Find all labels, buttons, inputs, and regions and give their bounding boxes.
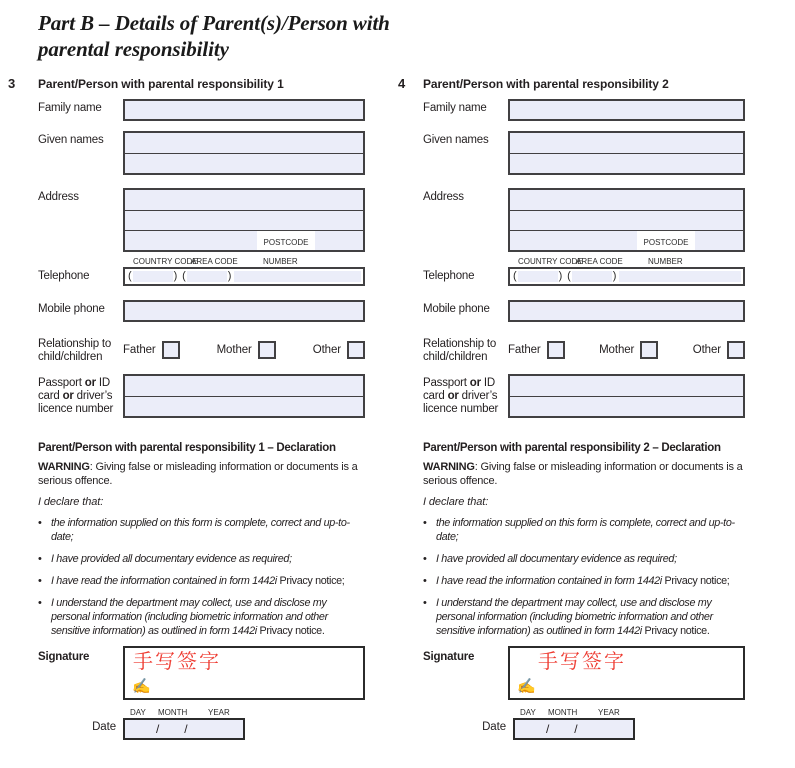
part-b-title: Part B – Details of Parent(s)/Person with parental responsibility — [38, 11, 390, 61]
paren-close: ) — [173, 270, 178, 282]
telephone-label: Telephone — [423, 270, 475, 282]
day-label: DAY — [520, 708, 536, 717]
passport-line-1[interactable] — [510, 376, 743, 396]
mother-option — [217, 341, 276, 359]
given-names-line-1[interactable] — [510, 133, 743, 153]
bullet-icon: • — [423, 517, 427, 529]
declaration-bullet: • I have read the information contained in form 1442i Privacy notice; — [38, 575, 345, 587]
signature-overlay-text: 手写签字 — [538, 649, 626, 673]
date-separator: / — [574, 722, 578, 736]
passport-input[interactable] — [508, 374, 745, 418]
section-number: 3 — [8, 76, 16, 91]
family-name-label: Family name — [38, 102, 102, 114]
other-label: Other — [692, 344, 721, 356]
declaration-bullet: • I have provided all documentary evidence as required; — [38, 553, 292, 565]
father-option — [123, 341, 180, 359]
declaration-bullet: • I have read the information contained in form 1442i Privacy notice; — [423, 575, 730, 587]
declaration-heading: Parent/Person with parental responsibility 2 – Declaration — [423, 442, 721, 454]
paren-close: ) — [227, 270, 232, 282]
given-names-row — [398, 131, 745, 175]
other-label: Other — [312, 344, 341, 356]
family-name-row — [8, 99, 365, 121]
relationship-row — [8, 335, 365, 364]
address-line-2[interactable] — [125, 210, 363, 230]
area-code-input[interactable] — [187, 271, 227, 282]
postcode-label: POSTCODE — [637, 231, 695, 250]
father-checkbox[interactable] — [547, 341, 565, 359]
given-names-row — [8, 131, 365, 175]
other-option — [693, 341, 745, 359]
mother-checkbox[interactable] — [640, 341, 658, 359]
date-separator: / — [184, 722, 188, 736]
phone-number-input[interactable] — [234, 271, 361, 282]
relationship-options — [123, 335, 365, 364]
address-line-3[interactable] — [125, 230, 363, 250]
passport-label: Passport or ID card or driver’s licence number — [38, 377, 114, 415]
given-names-line-1[interactable] — [125, 133, 363, 153]
date-input[interactable] — [513, 718, 635, 740]
passport-row — [398, 374, 745, 418]
signature-overlay-text: 手写签字 — [133, 649, 221, 673]
section-heading: Parent/Person with parental responsibility 1 — [38, 77, 284, 91]
declaration-block — [423, 442, 745, 638]
paren-open: ( — [182, 270, 186, 282]
address-line-1[interactable] — [125, 190, 363, 210]
address-line-1[interactable] — [510, 190, 743, 210]
year-label: YEAR — [208, 708, 230, 717]
pen-icon: ✍ — [517, 678, 536, 695]
mobile-phone-row — [398, 300, 745, 322]
mother-option — [599, 341, 658, 359]
signature-input[interactable] — [508, 646, 745, 700]
address-line-2[interactable] — [510, 210, 743, 230]
given-names-line-2[interactable] — [125, 153, 363, 173]
other-checkbox[interactable] — [727, 341, 745, 359]
paren-close: ) — [558, 270, 563, 282]
bullet-icon: • — [423, 575, 427, 587]
relationship-label: Relationship to child/children — [423, 338, 497, 363]
signature-label: Signature — [423, 651, 475, 663]
date-label: Date — [92, 721, 116, 733]
mobile-phone-row — [8, 300, 365, 322]
bullet-icon: • — [38, 553, 42, 565]
telephone-input[interactable] — [508, 267, 745, 286]
mother-label: Mother — [216, 344, 252, 356]
declaration-bullet: • the information supplied on this form is complete, correct and up-to-date; — [38, 517, 350, 543]
address-row — [8, 188, 365, 252]
mobile-phone-input[interactable] — [123, 300, 365, 322]
declaration-bullet: • the information supplied on this form is complete, correct and up-to-date; — [423, 517, 735, 543]
number-label: NUMBER — [263, 257, 298, 266]
month-label: MONTH — [548, 708, 578, 717]
signature-row — [398, 646, 745, 700]
number-label: NUMBER — [648, 257, 683, 266]
mobile-phone-label: Mobile phone — [38, 303, 105, 315]
family-name-input[interactable] — [123, 99, 365, 121]
country-code-input[interactable] — [133, 271, 173, 282]
passport-line-1[interactable] — [125, 376, 363, 396]
date-row — [398, 708, 745, 740]
declaration-block — [38, 442, 365, 638]
given-names-label: Given names — [38, 134, 104, 146]
declaration-bullet: • I understand the department may collect, use and disclose my personal information (including biometric information and other sensitive information) as outlined in form 1442i Privacy notice. — [38, 597, 328, 637]
declare-intro: I declare that: — [423, 496, 489, 508]
family-name-input[interactable] — [508, 99, 745, 121]
given-names-input[interactable] — [123, 131, 365, 175]
date-input[interactable] — [123, 718, 245, 740]
bullet-icon: • — [423, 553, 427, 565]
father-option — [508, 341, 565, 359]
passport-line-2[interactable] — [125, 396, 363, 416]
mother-label: Mother — [599, 344, 635, 356]
bullet-icon: • — [38, 597, 42, 609]
date-label: Date — [482, 721, 506, 733]
mobile-phone-input[interactable] — [508, 300, 745, 322]
family-name-label: Family name — [423, 102, 487, 114]
section-header — [398, 76, 745, 91]
telephone-column-labels — [508, 257, 745, 267]
country-code-label: COUNTRY CODE — [133, 257, 198, 266]
other-option — [313, 341, 365, 359]
bullet-icon: • — [423, 597, 427, 609]
address-input[interactable] — [508, 188, 745, 252]
date-column-labels — [123, 708, 245, 718]
paren-open: ( — [567, 270, 571, 282]
relationship-row — [398, 335, 745, 364]
given-names-line-2[interactable] — [510, 153, 743, 173]
given-names-input[interactable] — [508, 131, 745, 175]
declaration-heading: Parent/Person with parental responsibility 1 – Declaration — [38, 442, 336, 454]
declaration-bullet: • I understand the department may collect, use and disclose my personal information (including biometric information and other sensitive information) as outlined in form 1442i Privacy notice. — [423, 597, 713, 637]
family-name-row — [398, 99, 745, 121]
area-code-label: AREA CODE — [576, 257, 623, 266]
date-separator: / — [156, 722, 160, 736]
section-header — [8, 76, 365, 91]
father-checkbox[interactable] — [162, 341, 180, 359]
passport-label: Passport or ID card or driver’s licence number — [423, 377, 499, 415]
bullet-icon: • — [38, 517, 42, 529]
date-separator: / — [546, 722, 550, 736]
passport-input[interactable] — [123, 374, 365, 418]
paren-open: ( — [128, 270, 132, 282]
country-code-input[interactable] — [518, 271, 558, 282]
warning-text: WARNING: Giving false or misleading information or documents is a serious offence. — [423, 461, 743, 487]
bullet-icon: • — [38, 575, 42, 587]
month-label: MONTH — [158, 708, 188, 717]
area-code-label: AREA CODE — [191, 257, 238, 266]
given-names-label: Given names — [423, 134, 489, 146]
section-parent-1 — [8, 76, 365, 740]
telephone-column-labels — [123, 257, 365, 267]
telephone-input[interactable] — [123, 267, 365, 286]
postcode-label: POSTCODE — [257, 231, 315, 250]
signature-input[interactable] — [123, 646, 365, 700]
phone-number-input[interactable] — [619, 271, 741, 282]
area-code-input[interactable] — [572, 271, 612, 282]
passport-row — [8, 374, 365, 418]
warning-text: WARNING: Giving false or misleading information or documents is a serious offence. — [38, 461, 358, 487]
mother-checkbox[interactable] — [258, 341, 276, 359]
telephone-row — [398, 257, 745, 286]
address-input[interactable] — [123, 188, 365, 252]
section-heading: Parent/Person with parental responsibility 2 — [423, 77, 669, 91]
section-number: 4 — [398, 76, 406, 91]
other-checkbox[interactable] — [347, 341, 365, 359]
address-row — [398, 188, 745, 252]
paren-open: ( — [513, 270, 517, 282]
declaration-bullet: • I have provided all documentary evidence as required; — [423, 553, 677, 565]
day-label: DAY — [130, 708, 146, 717]
relationship-label: Relationship to child/children — [38, 338, 112, 363]
passport-line-2[interactable] — [510, 396, 743, 416]
country-code-label: COUNTRY CODE — [518, 257, 583, 266]
declare-intro: I declare that: — [38, 496, 104, 508]
address-label: Address — [38, 191, 79, 203]
pen-icon: ✍ — [132, 678, 151, 695]
date-column-labels — [513, 708, 635, 718]
father-label: Father — [123, 344, 156, 356]
section-parent-2 — [398, 76, 745, 740]
year-label: YEAR — [598, 708, 620, 717]
mobile-phone-label: Mobile phone — [423, 303, 490, 315]
address-line-3[interactable] — [510, 230, 743, 250]
signature-row — [8, 646, 365, 700]
father-label: Father — [508, 344, 541, 356]
telephone-row — [8, 257, 365, 286]
signature-label: Signature — [38, 651, 90, 663]
telephone-label: Telephone — [38, 270, 90, 282]
paren-close: ) — [612, 270, 617, 282]
address-label: Address — [423, 191, 464, 203]
date-row — [8, 708, 365, 740]
relationship-options — [508, 335, 745, 364]
